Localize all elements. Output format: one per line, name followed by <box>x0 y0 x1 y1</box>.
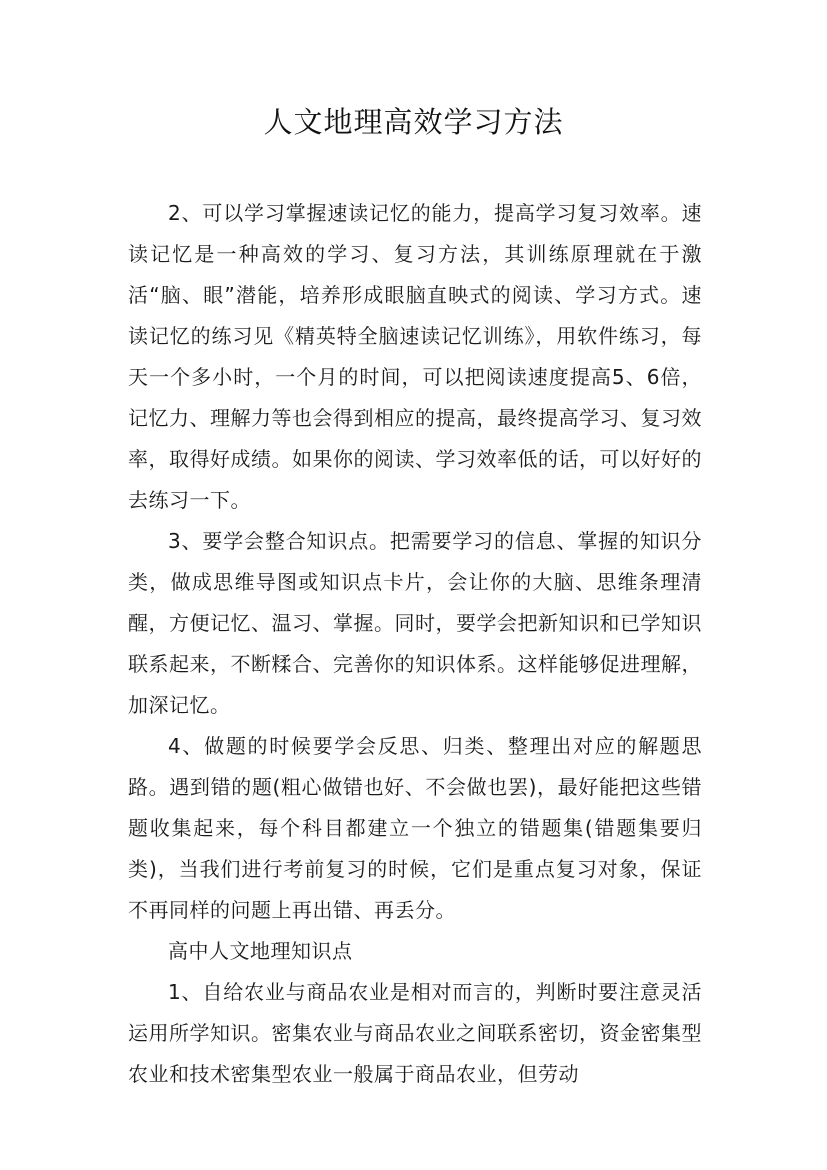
paragraph-2-speed-reading: 2、可以学习掌握速读记忆的能力，提高学习复习效率。速读记忆是一种高效的学习、复习方法，其训练原理就在于激活“脑、眼”潜能，培养形成眼脑直映式的阅读、学习方式。速读记忆的练习见《精英特全脑速读记忆训练》，用软件练习，每天一个多小时，一个月的时间，可以把阅读速度提高5、6倍，记忆力、理解力等也会得到相应的提高，最终提高学习、复习效率，取得好成绩。如果你的阅读、学习效率低的话，可以好好的去练习一下。 <box>128 201 702 512</box>
paragraph-3-knowledge-integration: 3、要学会整合知识点。把需要学习的信息、掌握的知识分类，做成思维导图或知识点卡片，会让你的大脑、思维条理清醒，方便记忆、温习、掌握。同时，要学会把新知识和已学知识联系起来，不断糅合、完善你的知识体系。这样能够促进理解，加深记忆。 <box>128 529 702 717</box>
paragraph-1-agriculture: 1、自给农业与商品农业是相对而言的，判断时要注意灵活运用所学知识。密集农业与商品农业之间联系密切，资金密集型农业和技术密集型农业一般属于商品农业，但劳动 <box>128 980 702 1086</box>
document-body <box>128 193 702 1095</box>
document-title: 人文地理高效学习方法 <box>263 105 564 139</box>
section-subheading: 高中人文地理知识点 <box>168 939 353 963</box>
paragraph-4-error-collection: 4、做题的时候要学会反思、归类、整理出对应的解题思路。遇到错的题(粗心做错也好、不会做也罢)，最好能把这些错题收集起来，每个科目都建立一个独立的错题集(错题集要归类)，当我们进行考前复习的时候，它们是重点复习对象，保证不再同样的问题上再出错、再丢分。 <box>128 734 702 922</box>
